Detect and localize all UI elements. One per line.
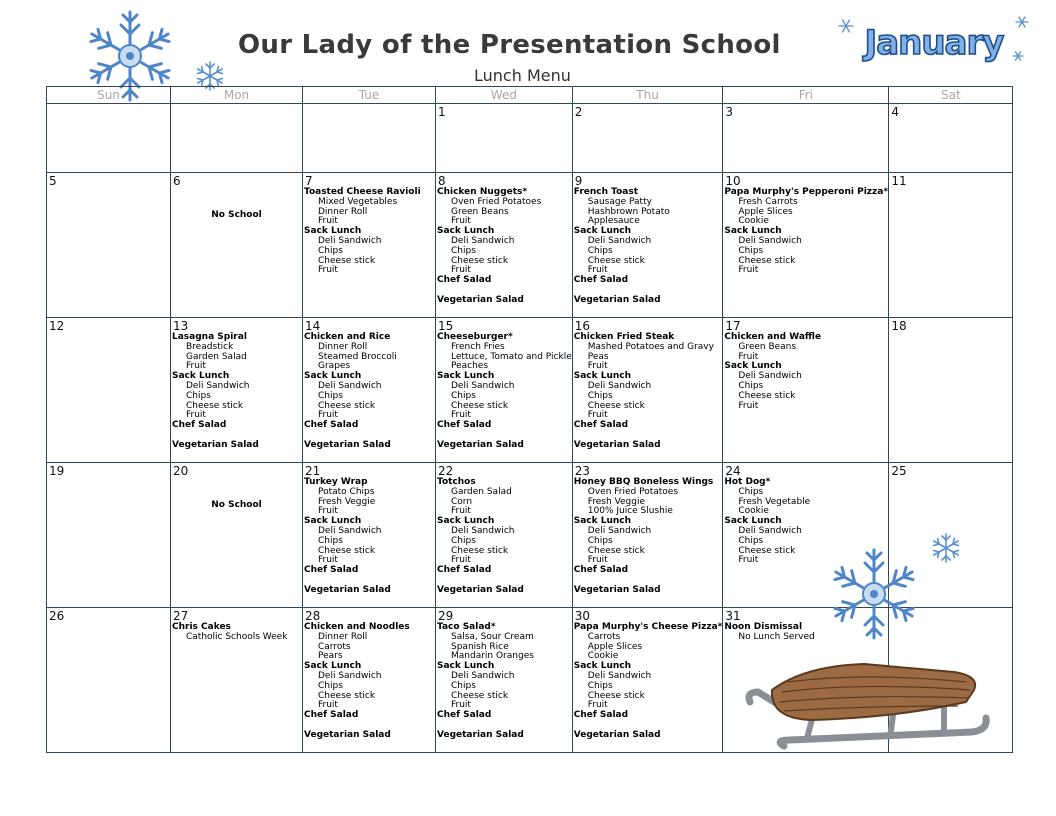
day-number: 25 — [891, 464, 907, 478]
side-item: Mixed Vegetables — [318, 196, 398, 207]
sack-lunch-label: Sack Lunch — [172, 371, 230, 382]
calendar-day — [572, 463, 723, 608]
day-note: No School — [211, 210, 262, 220]
side-item: Carrots — [318, 641, 351, 652]
weekday-header: Fri — [723, 87, 889, 104]
sack-lunch-item: Cheese stick — [738, 390, 796, 401]
sack-lunch-item: Chips — [318, 245, 343, 256]
side-item: Cookie — [587, 651, 619, 662]
side-item: Apple Slices — [738, 206, 793, 217]
day-number: 18 — [891, 319, 907, 333]
calendar-week — [47, 104, 1013, 173]
calendar-day — [572, 608, 723, 753]
calendar-day — [889, 173, 1013, 318]
chef-salad-label: Chef Salad — [304, 565, 359, 576]
sack-lunch-item: Chips — [318, 680, 343, 691]
main-entree: Chicken and Waffle — [724, 332, 822, 342]
sack-lunch-item: Cheese stick — [451, 690, 509, 701]
calendar-day — [436, 608, 573, 753]
sack-lunch-item: Cheese stick — [738, 545, 796, 556]
calendar-day — [436, 104, 573, 173]
chef-salad-label: Chef Salad — [437, 565, 492, 576]
side-item: Catholic Schools Week — [186, 631, 288, 642]
sack-lunch-item: Chips — [451, 680, 476, 691]
main-entree: Chicken and Noodles — [304, 622, 410, 632]
sack-lunch-item: Fruit — [186, 410, 206, 421]
day-number: 15 — [438, 319, 454, 333]
sack-lunch-item: Chips — [451, 535, 476, 546]
sack-lunch-item: Chips — [318, 390, 343, 401]
day-number: 7 — [305, 174, 313, 188]
sack-lunch-label: Sack Lunch — [573, 371, 632, 382]
side-item: Fruit — [451, 216, 471, 227]
calendar-grid — [46, 86, 1013, 753]
weekday-header: Tue — [303, 87, 436, 104]
side-item: Fresh Veggie — [587, 496, 646, 507]
sack-lunch-item: Deli Sandwich — [318, 670, 382, 681]
sack-lunch-item: Cheese stick — [587, 400, 645, 411]
sack-lunch-item: Fruit — [738, 265, 759, 276]
sack-lunch-item: Cheese stick — [318, 400, 376, 411]
calendar-day — [47, 463, 171, 608]
main-entree: Lasagna Spiral — [172, 332, 247, 342]
vegetarian-salad-label: Vegetarian Salad — [573, 294, 661, 305]
weekday-header: Sun — [47, 87, 171, 104]
day-number: 29 — [438, 609, 454, 623]
day-number: 14 — [305, 319, 321, 333]
vegetarian-salad-label: Vegetarian Salad — [573, 439, 661, 450]
side-item: Mashed Potatoes and Gravy — [587, 341, 714, 352]
main-entree: Totchos — [437, 477, 476, 487]
vegetarian-salad-label: Vegetarian Salad — [437, 439, 524, 450]
side-item: Oven Fried Potatoes — [451, 196, 542, 207]
day-number: 23 — [574, 464, 591, 478]
sack-lunch-item: Fruit — [451, 410, 471, 421]
day-number: 17 — [725, 319, 741, 333]
sack-lunch-item: Cheese stick — [318, 690, 376, 701]
side-item: Grapes — [318, 361, 351, 372]
day-number: 30 — [574, 609, 591, 623]
chef-salad-label: Chef Salad — [304, 710, 359, 721]
side-item: Garden Salad — [451, 486, 512, 497]
day-number: 5 — [49, 174, 57, 188]
side-item: Cookie — [738, 506, 769, 517]
day-note: No School — [211, 500, 262, 510]
sack-lunch-item: Cheese stick — [451, 255, 509, 266]
side-item: No Lunch Served — [738, 631, 815, 642]
sack-lunch-item: Cheese stick — [451, 545, 509, 556]
chef-salad-label: Chef Salad — [304, 420, 359, 431]
sack-lunch-item: Fruit — [587, 555, 608, 566]
day-number — [171, 104, 302, 105]
side-item: Dinner Roll — [318, 206, 368, 217]
sack-lunch-item: Deli Sandwich — [587, 380, 652, 391]
day-number: 19 — [49, 464, 65, 478]
side-item: Fruit — [587, 361, 608, 372]
calendar-day — [889, 318, 1013, 463]
side-item: Breadstick — [186, 341, 234, 352]
sack-lunch-item: Deli Sandwich — [738, 235, 802, 246]
calendar-day — [47, 608, 171, 753]
sack-lunch-item: Fruit — [451, 555, 471, 566]
side-item: Carrots — [587, 631, 621, 642]
sack-lunch-item: Deli Sandwich — [451, 670, 515, 681]
sack-lunch-item: Fruit — [318, 265, 338, 276]
day-number: 3 — [725, 105, 733, 119]
side-item: Sausage Patty — [587, 196, 652, 207]
side-item: Dinner Roll — [318, 631, 368, 642]
weekday-header: Wed — [436, 87, 573, 104]
day-number: 13 — [173, 319, 189, 333]
chef-salad-label: Chef Salad — [573, 420, 629, 431]
weekday-header-row — [47, 87, 1013, 104]
main-entree: Turkey Wrap — [304, 477, 368, 487]
side-item: Corn — [451, 496, 473, 507]
vegetarian-salad-label: Vegetarian Salad — [437, 729, 524, 740]
calendar-day — [572, 104, 723, 173]
side-item: Fruit — [318, 216, 338, 227]
sack-lunch-label: Sack Lunch — [573, 226, 632, 237]
calendar-day — [303, 608, 436, 753]
vegetarian-salad-label: Vegetarian Salad — [304, 439, 391, 450]
day-number: 2 — [574, 105, 583, 119]
sack-lunch-label: Sack Lunch — [724, 226, 782, 237]
sack-lunch-item: Chips — [587, 680, 613, 691]
side-item: Salsa, Sour Cream — [451, 631, 534, 642]
sack-lunch-item: Cheese stick — [587, 545, 645, 556]
day-number: 8 — [438, 174, 446, 188]
sack-lunch-item: Fruit — [587, 410, 608, 421]
sack-lunch-label: Sack Lunch — [437, 516, 495, 527]
main-entree: Toasted Cheese Ravioli — [304, 187, 421, 197]
sack-lunch-item: Cheese stick — [738, 255, 796, 266]
sack-lunch-item: Chips — [186, 390, 211, 401]
calendar-day — [47, 173, 171, 318]
sack-lunch-item: Fruit — [738, 400, 759, 411]
vegetarian-salad-label: Vegetarian Salad — [437, 584, 524, 595]
calendar-day — [436, 173, 573, 318]
day-number: 28 — [305, 609, 321, 623]
main-entree: Taco Salad* — [437, 622, 496, 632]
calendar-day — [723, 104, 889, 173]
side-item: Spanish Rice — [451, 641, 509, 652]
calendar-day — [171, 608, 303, 753]
day-number: 21 — [305, 464, 321, 478]
calendar-day — [303, 463, 436, 608]
vegetarian-salad-label: Vegetarian Salad — [573, 729, 661, 740]
sack-lunch-item: Cheese stick — [451, 400, 509, 411]
sack-lunch-item: Deli Sandwich — [186, 380, 250, 391]
calendar-day — [436, 318, 573, 463]
sack-lunch-item: Cheese stick — [186, 400, 244, 411]
chef-salad-label: Chef Salad — [172, 420, 227, 431]
side-item: Fresh Vegetable — [738, 496, 811, 507]
sack-lunch-item: Fruit — [318, 555, 338, 566]
weekday-header: Sat — [889, 87, 1013, 104]
day-number: 20 — [173, 464, 189, 478]
day-number: 11 — [891, 174, 907, 188]
side-item: Green Beans — [738, 341, 797, 352]
calendar-day — [303, 318, 436, 463]
side-item: Apple Slices — [587, 641, 643, 652]
sack-lunch-item: Chips — [451, 390, 476, 401]
calendar-day — [47, 318, 171, 463]
sack-lunch-item: Deli Sandwich — [738, 525, 802, 536]
sack-lunch-item: Deli Sandwich — [451, 525, 515, 536]
sack-lunch-item: Chips — [738, 245, 764, 256]
sack-lunch-item: Deli Sandwich — [318, 235, 382, 246]
sack-lunch-item: Cheese stick — [318, 545, 376, 556]
vegetarian-salad-label: Vegetarian Salad — [437, 294, 524, 305]
main-entree: Chicken Fried Steak — [573, 332, 675, 342]
day-number: 12 — [49, 319, 65, 333]
main-entree: Chicken Nuggets* — [437, 187, 528, 197]
day-number: 31 — [725, 609, 741, 623]
main-entree: Chicken and Rice — [304, 332, 391, 342]
day-number: 1 — [438, 105, 446, 119]
side-item: Hashbrown Potato — [587, 206, 670, 217]
vegetarian-salad-label: Vegetarian Salad — [304, 584, 391, 595]
side-item: Peas — [587, 351, 609, 362]
day-number — [47, 104, 170, 105]
side-item: Steamed Broccoli — [318, 351, 397, 362]
vegetarian-salad-label: Vegetarian Salad — [573, 584, 661, 595]
chef-salad-label: Chef Salad — [573, 275, 629, 286]
side-item: Green Beans — [451, 206, 509, 217]
sack-lunch-item: Fruit — [318, 410, 338, 421]
sack-lunch-label: Sack Lunch — [304, 516, 362, 527]
side-item: Dinner Roll — [318, 341, 368, 352]
day-number: 16 — [574, 319, 591, 333]
calendar-week — [47, 318, 1013, 463]
main-entree: Cheeseburger* — [437, 332, 513, 342]
sack-lunch-item: Fruit — [587, 265, 608, 276]
side-item: Cookie — [738, 216, 769, 227]
calendar-day — [889, 104, 1013, 173]
day-number: 9 — [574, 174, 583, 188]
sack-lunch-item: Fruit — [738, 555, 759, 566]
side-item: Fruit — [318, 506, 338, 517]
side-item: Oven Fried Potatoes — [587, 486, 679, 497]
calendar-day — [303, 173, 436, 318]
sack-lunch-label: Sack Lunch — [573, 516, 632, 527]
main-entree: Papa Murphy's Cheese Pizza* — [573, 622, 723, 632]
main-entree: Honey BBQ Boneless Wings — [573, 477, 714, 487]
sack-lunch-item: Deli Sandwich — [318, 525, 382, 536]
calendar-day — [723, 318, 889, 463]
sack-lunch-label: Sack Lunch — [724, 361, 782, 372]
calendar-day — [171, 104, 303, 173]
side-item: Pears — [318, 651, 343, 662]
side-item: Fresh Carrots — [738, 196, 798, 207]
sack-lunch-item: Fruit — [587, 700, 608, 711]
day-number: 4 — [891, 105, 899, 119]
sack-lunch-item: Chips — [738, 380, 764, 391]
sack-lunch-item: Chips — [738, 535, 764, 546]
day-number: 6 — [173, 174, 181, 188]
calendar-day — [572, 173, 723, 318]
sack-lunch-item: Deli Sandwich — [451, 235, 515, 246]
weekday-header: Thu — [572, 87, 723, 104]
chef-salad-label: Chef Salad — [573, 710, 629, 721]
main-entree: Chris Cakes — [172, 622, 231, 632]
sack-lunch-item: Chips — [587, 245, 613, 256]
main-entree: Hot Dog* — [724, 477, 771, 487]
sack-lunch-label: Sack Lunch — [437, 371, 495, 382]
sack-lunch-item: Fruit — [451, 700, 471, 711]
calendar-day — [47, 104, 171, 173]
main-entree: Noon Dismissal — [724, 622, 803, 632]
sack-lunch-item: Deli Sandwich — [587, 525, 652, 536]
side-item: Lettuce, Tomato and Pickle — [451, 351, 572, 362]
page-subtitle: Lunch Menu — [474, 66, 571, 85]
side-item: Applesauce — [587, 216, 640, 227]
side-item: Peaches — [451, 361, 489, 372]
day-number: 27 — [173, 609, 189, 623]
calendar-day — [303, 104, 436, 173]
calendar-day — [436, 463, 573, 608]
sack-lunch-label: Sack Lunch — [573, 661, 632, 672]
sack-lunch-item: Deli Sandwich — [318, 380, 382, 391]
sack-lunch-item: Chips — [451, 245, 476, 256]
side-item: Mandarin Oranges — [451, 651, 534, 662]
weekday-header: Mon — [171, 87, 303, 104]
sack-lunch-item: Cheese stick — [587, 255, 645, 266]
side-item: 100% Juice Slushie — [587, 506, 673, 517]
chef-salad-label: Chef Salad — [437, 710, 492, 721]
sack-lunch-item: Chips — [318, 535, 343, 546]
calendar-day — [171, 173, 303, 318]
side-item: Fruit — [738, 351, 759, 362]
day-number: 24 — [725, 464, 741, 478]
side-item: Fruit — [451, 506, 471, 517]
side-item: Garden Salad — [186, 351, 247, 362]
page-title: Our Lady of the Presentation School — [238, 30, 781, 60]
sled-icon — [744, 660, 994, 756]
calendar-day — [572, 318, 723, 463]
side-item: Chips — [738, 486, 764, 497]
sack-lunch-label: Sack Lunch — [437, 661, 495, 672]
day-number: 22 — [438, 464, 454, 478]
sack-lunch-item: Chips — [587, 390, 613, 401]
sack-lunch-item: Deli Sandwich — [738, 371, 802, 382]
sack-lunch-item: Fruit — [451, 265, 471, 276]
sack-lunch-item: Deli Sandwich — [451, 380, 515, 391]
vegetarian-salad-label: Vegetarian Salad — [172, 439, 259, 450]
month-label: January — [864, 23, 1004, 63]
calendar-day — [171, 463, 303, 608]
day-number — [303, 104, 435, 105]
calendar-day — [723, 173, 889, 318]
side-item: Fruit — [186, 361, 206, 372]
sack-lunch-item: Chips — [587, 535, 613, 546]
sack-lunch-item: Fruit — [318, 700, 338, 711]
main-entree: French Toast — [573, 187, 639, 197]
day-number: 26 — [49, 609, 65, 623]
sack-lunch-item: Deli Sandwich — [587, 235, 652, 246]
sack-lunch-label: Sack Lunch — [304, 226, 362, 237]
sack-lunch-label: Sack Lunch — [437, 226, 495, 237]
chef-salad-label: Chef Salad — [437, 420, 492, 431]
sack-lunch-item: Cheese stick — [587, 690, 645, 701]
main-entree: Papa Murphy's Pepperoni Pizza* — [724, 187, 889, 197]
sack-lunch-label: Sack Lunch — [304, 661, 362, 672]
vegetarian-salad-label: Vegetarian Salad — [304, 729, 391, 740]
chef-salad-label: Chef Salad — [437, 275, 492, 286]
sack-lunch-label: Sack Lunch — [304, 371, 362, 382]
side-item: Potato Chips — [318, 486, 375, 497]
sack-lunch-item: Deli Sandwich — [587, 670, 652, 681]
side-item: French Fries — [451, 341, 505, 352]
chef-salad-label: Chef Salad — [573, 565, 629, 576]
sack-lunch-item: Cheese stick — [318, 255, 376, 266]
calendar-day — [171, 318, 303, 463]
sack-lunch-label: Sack Lunch — [724, 516, 782, 527]
day-number: 10 — [725, 174, 741, 188]
calendar-week — [47, 173, 1013, 318]
month-logo — [836, 12, 1032, 68]
side-item: Fresh Veggie — [318, 496, 376, 507]
snowflake-icon — [826, 546, 922, 642]
